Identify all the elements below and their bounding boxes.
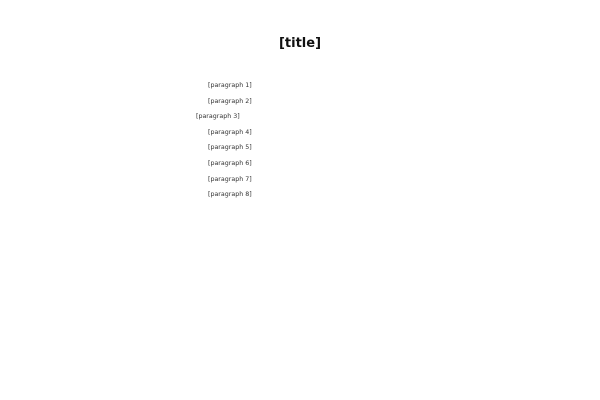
paragraph: [paragraph 8] xyxy=(208,191,252,199)
paragraph: [paragraph 7] xyxy=(208,175,252,183)
paragraph: [paragraph 3] xyxy=(196,113,240,121)
document-title: [title] xyxy=(278,36,322,51)
paragraph: [paragraph 2] xyxy=(208,97,252,105)
paragraph: [paragraph 5] xyxy=(208,144,252,152)
paragraph: [paragraph 4] xyxy=(208,128,252,136)
paragraph: [paragraph 6] xyxy=(208,159,252,167)
document-body xyxy=(196,80,414,205)
paragraph: [paragraph 1] xyxy=(208,82,252,89)
